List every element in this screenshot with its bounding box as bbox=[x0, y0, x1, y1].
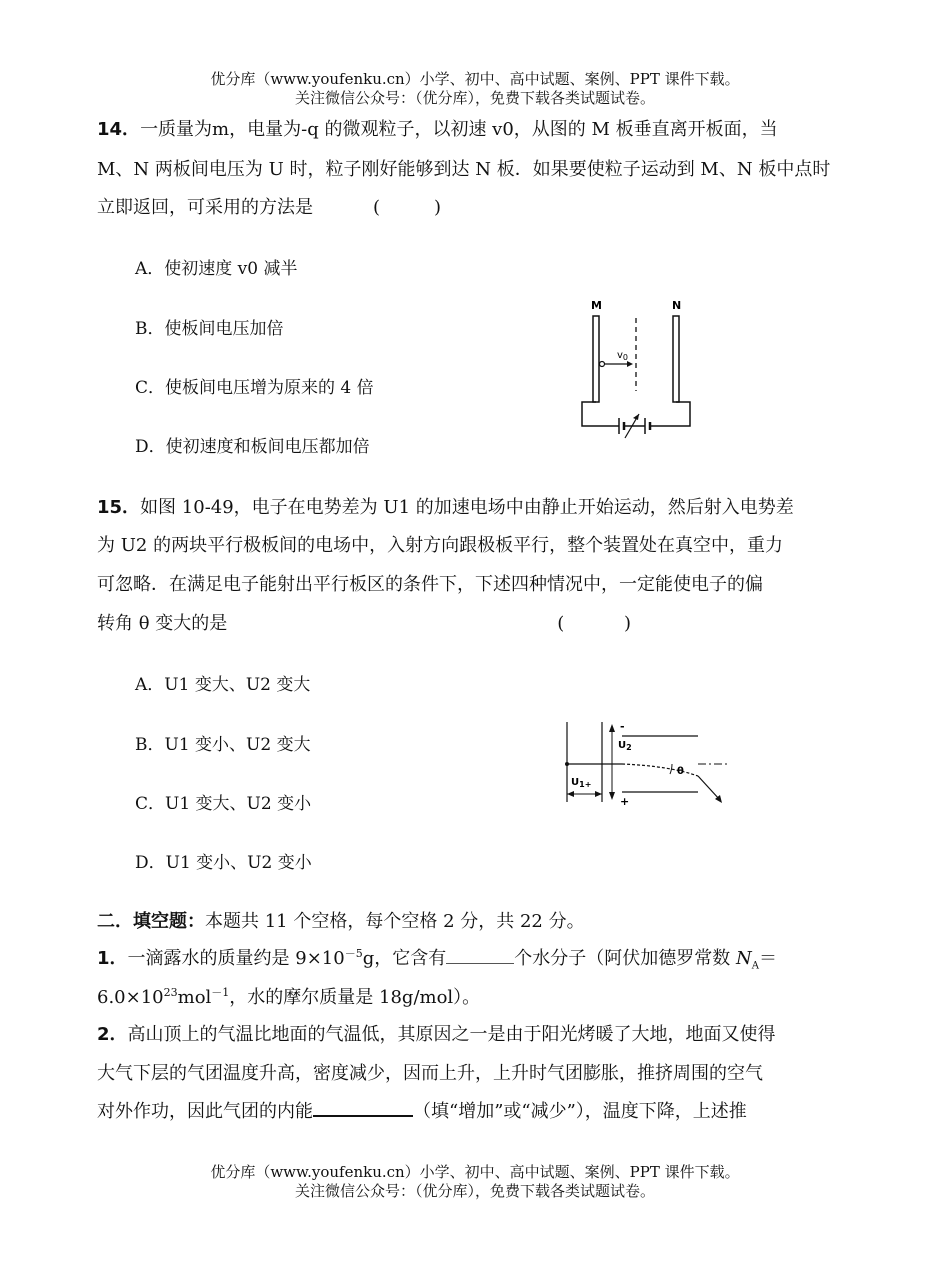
f2-line-2: 大气下层的气团温度升高，密度减少，因而上升，上升时气团膨胀，推挤周围的空气 bbox=[97, 1063, 763, 1084]
page-header bbox=[0, 70, 950, 108]
label-n: N bbox=[672, 299, 682, 312]
f1-number: 1． bbox=[97, 948, 128, 969]
q14-figure-plates bbox=[575, 296, 715, 441]
header-line-1: 优分库（www.youfenku.cn）小学、初中、高中试题、案例、PPT 课件下载。 bbox=[210, 70, 740, 88]
q15-figure-deflection bbox=[560, 718, 735, 813]
label-v0: $v_0$ bbox=[617, 350, 629, 362]
f2-number: 2． bbox=[97, 1024, 128, 1045]
page-footer bbox=[0, 1163, 950, 1201]
footer-line-2: 关注微信公众号：（优分库），免费下载各类试题试卷。 bbox=[294, 1182, 655, 1200]
u2-arrow-down bbox=[609, 792, 615, 800]
section2-heading bbox=[97, 907, 585, 933]
electron-trajectory bbox=[622, 764, 698, 776]
q15-number: 15． bbox=[97, 497, 141, 518]
rheostat-arrowhead bbox=[633, 414, 639, 420]
q14-line-2: M、N 两板间电压为 U 时，粒子刚好能够到达 N 板．如果要使粒子运动到 M、N 板中点时 bbox=[97, 159, 831, 180]
f2-line-3: 对外作功，因此气团的内能 （填“增加”或“减少”），温度下降，上述推 bbox=[97, 1101, 747, 1122]
f1-line-1: 1．一滴露水的质量约是 $9\times 10^{-5}g$，它含有 个水分子（阿伏加德罗常数 $N_A=$ bbox=[97, 947, 777, 972]
q14-option-b: B．使板间电压加倍 bbox=[135, 319, 284, 339]
f2-line-1: 2．高山顶上的气温比地面的气温低，其原因之一是由于阳光烤暖了大地，地面又使得 bbox=[97, 1024, 776, 1045]
label-u1: $U_{1+}$ bbox=[571, 777, 592, 789]
q15-option-b: B．U1 变小、U2 变大 bbox=[135, 735, 311, 755]
q15-option-a: A．U1 变大、U2 变大 bbox=[135, 675, 311, 695]
plus-sign: + bbox=[620, 795, 630, 808]
q14-option-c: C．使板间电压增为原来的 4 倍 bbox=[135, 378, 374, 398]
f1-line-2: $6.0\times 10^{23}mol^{-1}$，水的摩尔质量是 18g/mol）。 bbox=[97, 986, 481, 1008]
q15-line-3: 可忽略．在满足电子能射出平行板区的条件下，下述四种情况中，一定能使电子的偏 bbox=[97, 574, 763, 595]
section2-desc: 本题共 11 个空格，每个空格 2 分，共 22 分。 bbox=[205, 911, 585, 932]
wire-left bbox=[582, 402, 619, 426]
label-m: M bbox=[591, 299, 602, 312]
q14-option-d: D．使初速度和板间电压都加倍 bbox=[135, 437, 370, 457]
label-theta: θ bbox=[677, 766, 684, 777]
q14-line-1: 14．一质量为m，电量为-q 的微观粒子，以初速 v0，从图的 M 板垂直离开板面，当 bbox=[97, 119, 778, 140]
q14-line-3: 立即返回，可采用的方法是 ( ) bbox=[97, 197, 442, 218]
particle bbox=[600, 362, 605, 367]
u1-arrow-left bbox=[567, 791, 574, 797]
theta-arc bbox=[670, 764, 672, 774]
q14-option-a: A．使初速度 v0 减半 bbox=[135, 259, 298, 279]
q15-line-4: 转角 θ 变大的是 ( ) bbox=[97, 613, 632, 634]
u1-arrow-right bbox=[595, 791, 602, 797]
f1-answer-blank[interactable] bbox=[446, 949, 514, 964]
wire-right bbox=[650, 402, 690, 426]
footer-line-1: 优分库（www.youfenku.cn）小学、初中、高中试题、案例、PPT 课件下载。 bbox=[210, 1163, 740, 1181]
header-line-2: 关注微信公众号：（优分库），免费下载各类试题试卷。 bbox=[294, 89, 655, 107]
q15-option-c: C．U1 变大、U2 变小 bbox=[135, 794, 312, 814]
q14-answer-bracket: ( ) bbox=[373, 197, 442, 218]
q15-line-1: 15．如图 10-49，电子在电势差为 U1 的加速电场中由静止开始运动，然后射入电势差 bbox=[97, 497, 794, 518]
section2-title: 二．填空题： bbox=[97, 911, 205, 932]
plate-m bbox=[593, 316, 599, 402]
u2-arrow-up bbox=[609, 724, 615, 732]
exit-trajectory bbox=[698, 776, 720, 800]
q15-line-2: 为 U2 的两块平行极板间的电场中，入射方向跟极板平行，整个装置处在真空中，重力 bbox=[97, 535, 784, 556]
q14-number: 14． bbox=[97, 119, 141, 140]
q15-answer-bracket: ( ) bbox=[557, 613, 632, 634]
label-u2: $U_2$ bbox=[618, 740, 632, 752]
plate-n bbox=[673, 316, 679, 402]
f2-answer-blank[interactable] bbox=[313, 1101, 413, 1117]
q15-option-d: D．U1 变小、U2 变小 bbox=[135, 853, 312, 873]
minus-sign: - bbox=[620, 720, 625, 733]
